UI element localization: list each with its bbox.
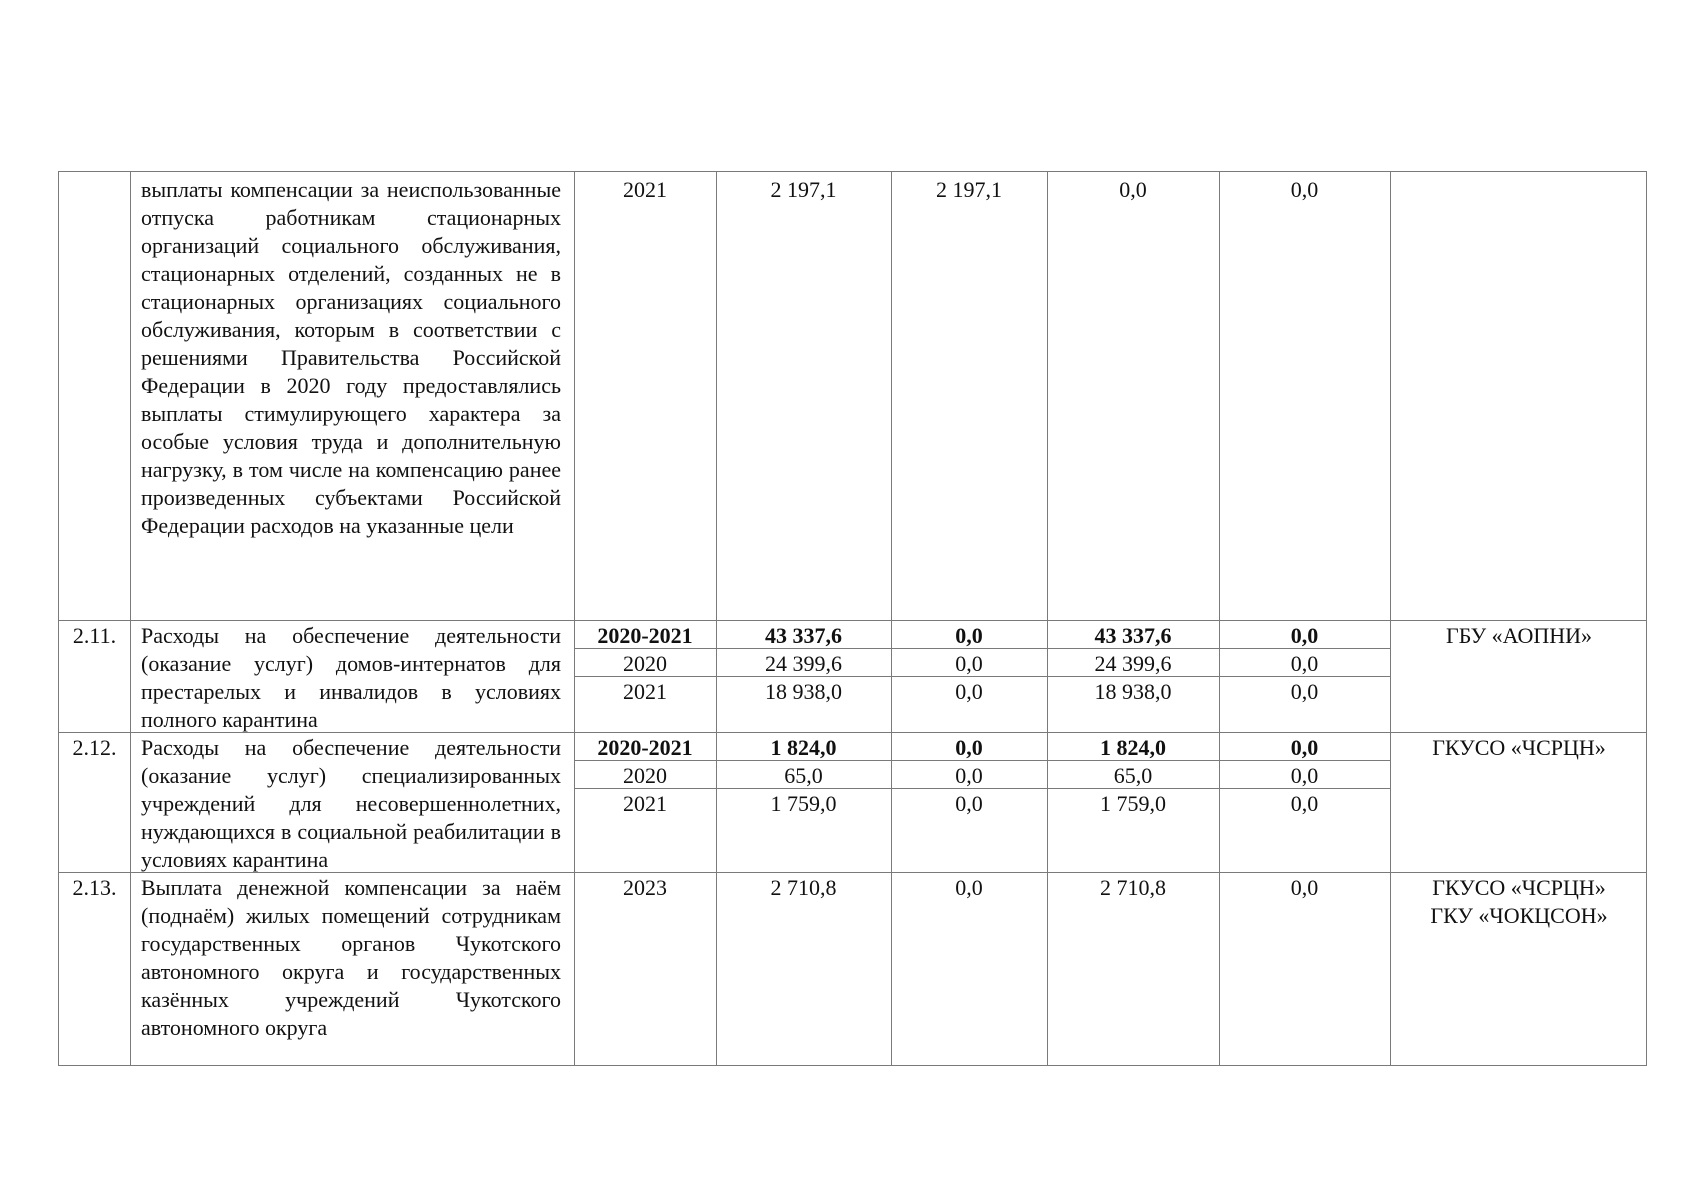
row-divider: [59, 620, 1646, 621]
measure-description: Расходы на обеспечение деятельности (оказание услуг) домов-интернатов для престарелых и инвалидов в условиях полного карантина: [141, 623, 561, 732]
other-cell: 0,0: [1290, 875, 1319, 900]
executor-cell: ГКУСО «ЧСРЦН»: [1432, 735, 1606, 760]
other-cell: 0,0: [1290, 177, 1319, 202]
total-cell: 65,0: [784, 763, 823, 788]
total-cell: 24 399,6: [765, 651, 842, 676]
executor-cell: ГКУСО «ЧСРЦН» ГКУ «ЧОКЦСОН»: [1430, 875, 1608, 928]
regional-cell: 0,0: [1119, 177, 1147, 202]
federal-cell: 0,0: [955, 651, 983, 676]
year-cell: 2020: [623, 763, 667, 788]
total-cell: 2 197,1: [770, 177, 837, 202]
year-cell: 2021: [623, 177, 667, 202]
other-cell: 0,0: [1290, 735, 1319, 760]
total-cell: 2 710,8: [770, 875, 837, 900]
year-cell: 2021: [623, 679, 667, 704]
regional-cell: 1 759,0: [1100, 791, 1166, 816]
other-cell: 0,0: [1290, 763, 1319, 788]
regional-cell: 43 337,6: [1094, 623, 1172, 648]
budget-table: [58, 171, 1647, 1066]
row-number: 2.11.: [72, 623, 117, 648]
column-divider: [891, 172, 892, 1065]
total-cell: 1 824,0: [770, 735, 837, 760]
measure-description: Выплата денежной компенсации за наём (поднаём) жилых помещений сотрудникам государственных органов Чукотского автономного округа и государственных казённых учреждений Чукотского автономного округа: [141, 875, 561, 1040]
executor-cell: ГБУ «АОПНИ»: [1446, 623, 1592, 648]
regional-cell: 1 824,0: [1100, 735, 1166, 760]
row-number: 2.12.: [72, 735, 117, 760]
measure-description: Расходы на обеспечение деятельности (оказание услуг) специализированных учреждений для несовершеннолетних, нуждающихся в социальной реабилитации в условиях карантина: [141, 735, 561, 872]
column-divider: [574, 172, 575, 1065]
year-cell: 2023: [623, 875, 667, 900]
other-cell: 0,0: [1290, 791, 1319, 816]
federal-cell: 0,0: [955, 763, 983, 788]
row-number: 2.13.: [72, 875, 117, 900]
federal-cell: 0,0: [955, 791, 983, 816]
federal-cell: 0,0: [955, 623, 983, 648]
other-cell: 0,0: [1290, 679, 1319, 704]
year-cell: 2020-2021: [597, 735, 693, 760]
other-cell: 0,0: [1290, 623, 1319, 648]
federal-cell: 0,0: [955, 679, 983, 704]
other-cell: 0,0: [1290, 651, 1319, 676]
year-cell: 2020: [623, 651, 667, 676]
federal-cell: 2 197,1: [936, 177, 1002, 202]
column-divider: [1390, 172, 1391, 1065]
column-divider: [130, 172, 131, 1065]
federal-cell: 0,0: [955, 735, 983, 760]
regional-cell: 2 710,8: [1100, 875, 1166, 900]
total-cell: 43 337,6: [765, 623, 842, 648]
total-cell: 18 938,0: [765, 679, 842, 704]
regional-cell: 18 938,0: [1094, 679, 1172, 704]
federal-cell: 0,0: [955, 875, 983, 900]
year-cell: 2020-2021: [597, 623, 693, 648]
measure-description: выплаты компенсации за неиспользованные отпуска работникам стационарных организаций социального обслуживания, стационарных отделений, созданных не в стационарных организациях социального обслуживания, которым в соответствии с решениями Правительства Российской Федерации в 2020 году предоставлялись выплаты стимулирующего характера за особые условия труда и дополнительную нагрузку, в том числе на компенсацию ранее произведенных субъектами Российской Федерации расходов на указанные цели: [141, 177, 561, 538]
regional-cell: 65,0: [1113, 763, 1153, 788]
column-divider: [716, 172, 717, 1065]
regional-cell: 24 399,6: [1094, 651, 1172, 676]
year-cell: 2021: [623, 791, 667, 816]
column-divider: [1219, 172, 1220, 1065]
total-cell: 1 759,0: [770, 791, 837, 816]
column-divider: [1047, 172, 1048, 1065]
